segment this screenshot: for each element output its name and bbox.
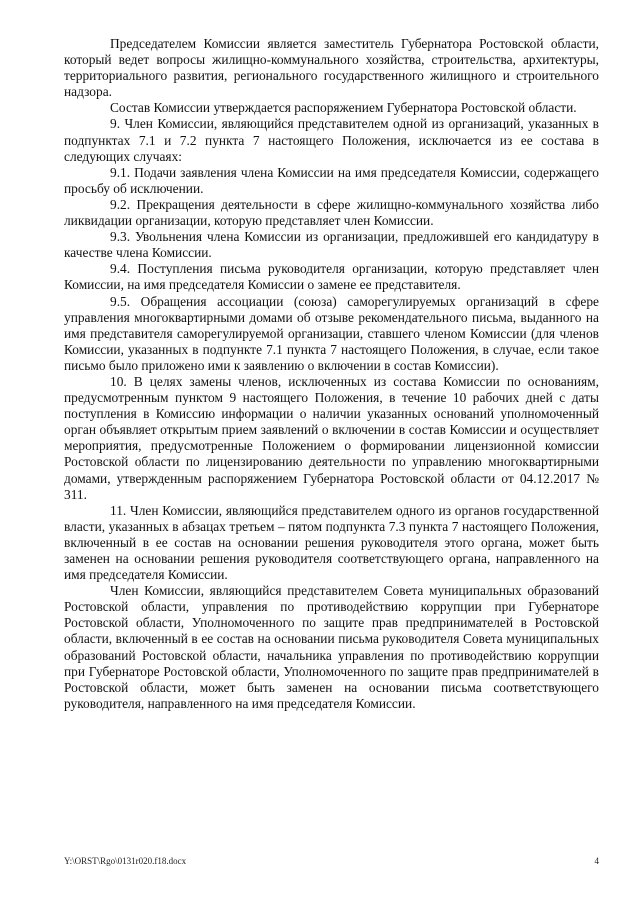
paragraph-chairman: Председателем Комиссии является заместитель Губернатора Ростовской области, который ведет вопросы жилищно-коммунального хозяйства, строительства, архитектуры, территориального развития, регионального государственного жилищного и строительного надзора.: [64, 36, 599, 100]
paragraph-11-continued: Член Комиссии, являющийся представителем Совета муниципальных образований Ростовской области, управления по противодействию коррупции при Губернаторе Ростовской области, Уполномоченного по защите прав предпринимателей в Ростовской области, включенный в ее состав на основании письма руководителя Совета муниципальных образований Ростовской области, начальника управления по противодействию коррупции при Губернаторе Ростовской области, Уполномоченного по защите прав предпринимателей в Ростовской области, может быть заменен на основании письма соответствующего руководителя, направленного на имя председателя Комиссии.: [64, 583, 599, 711]
paragraph-9-2: 9.2. Прекращения деятельности в сфере жилищно-коммунального хозяйства либо ликвидации организации, которую представляет член Комиссии.: [64, 196, 599, 229]
paragraph-9: 9. Член Комиссии, являющийся представителем одной из организаций, указанных в подпунктах 7.1 и 7.2 пункта 7 настоящего Положения, исключается из ее состава в следующих случаях:: [64, 116, 599, 164]
paragraph-10: 10. В целях замены членов, исключенных из состава Комиссии по основаниям, предусмотренным пунктом 9 настоящего Положения, в течение 10 рабочих дней с даты поступления в Комиссию информации о наличии указанных оснований уполномоченный орган объявляет открытым прием заявлений о включении в состав Комиссии и осуществляет мероприятия, предусмотренные Положением о формировании лицензионной комиссии Ростовской области по лицензированию деятельности по управлению многоквартирными домами, утвержденным распоряжением Губернатора Ростовской области от 04.12.2017 № 311.: [64, 373, 599, 502]
paragraph-composition: Состав Комиссии утверждается распоряжением Губернатора Ростовской области.: [110, 100, 577, 116]
paragraph-9-5: 9.5. Обращения ассоциации (союза) саморегулируемых организаций в сфере управления многоквартирными домами об отзыве рекомендательного письма, выданного на имя представителя саморегулируемой организации, ставшего членом Комиссии (для членов Комиссии, указанных в подпункте 7.1 пункта 7 настоящего Положения, в случае, если такое письмо было приложено ими к заявлению о включении в состав Комиссии).: [64, 293, 599, 373]
footer-file-path: Y:\ORST\Rgo\0131r020.f18.docx: [64, 856, 187, 866]
paragraph-9-1: 9.1. Подачи заявления члена Комиссии на имя председателя Комиссии, содержащего просьбу об исключении.: [64, 164, 599, 196]
page-footer: [64, 856, 599, 867]
paragraph-11: 11. Член Комиссии, являющийся представителем одного из органов государственной власти, указанных в абзацах третьем – пятом подпункта 7.3 пункта 7 настоящего Положения, включенный в ее состав на основании решения руководителя этого органа, может быть заменен на основании решения руководителя соответствующего органа, направленного на имя председателя Комиссии.: [64, 502, 599, 583]
document-page: [64, 36, 599, 712]
footer-page-number: 4: [594, 856, 599, 866]
paragraph-9-3: 9.3. Увольнения члена Комиссии из организации, предложившей его кандидатуру в качестве члена Комиссии.: [64, 229, 599, 261]
paragraph-9-4: 9.4. Поступления письма руководителя организации, которую представляет член Комиссии, на имя председателя Комиссии о замене ее представителя.: [64, 261, 599, 293]
